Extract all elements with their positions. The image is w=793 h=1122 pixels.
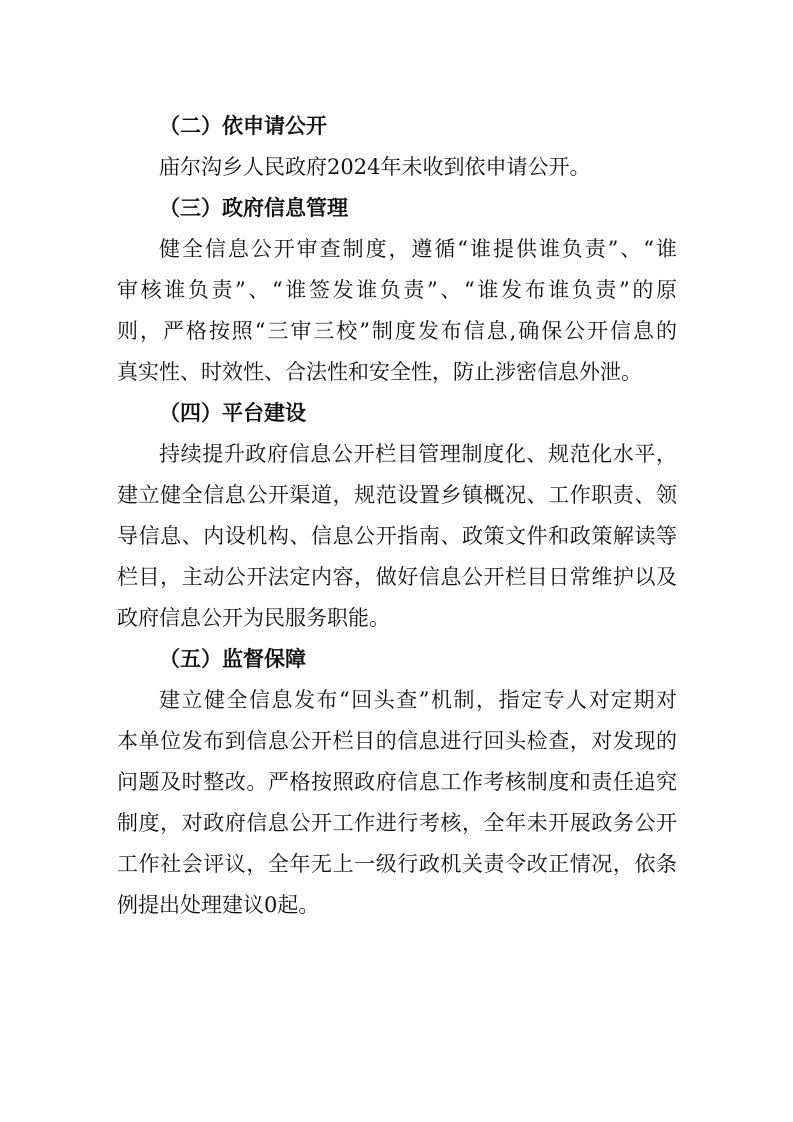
section-heading-info-management: （三）政府信息管理 xyxy=(159,196,348,220)
section-heading-supervision: （五）监督保障 xyxy=(159,647,306,671)
paragraph-line: 则，严格按照“三审三校”制度发布信息,确保公开信息的 xyxy=(117,319,677,343)
paragraph-line: 制度，对政府信息公开工作进行考核，全年未开展政务公开 xyxy=(117,811,677,835)
paragraph-line: 例提出处理建议0起。 xyxy=(117,893,320,917)
paragraph-line: 政府信息公开为民服务职能。 xyxy=(117,606,390,630)
paragraph-line: 建立健全信息公开渠道，规范设置乡镇概况、工作职责、领 xyxy=(117,483,677,507)
paragraph-line: 导信息、内设机构、信息公开指南、政策文件和政策解读等 xyxy=(117,524,677,548)
paragraph-line: 建立健全信息发布“回头查”机制，指定专人对定期对 xyxy=(159,688,677,712)
section-heading-platform-construction: （四）平台建设 xyxy=(159,401,306,425)
paragraph-line: 栏目，主动公开法定内容，做好信息公开栏目日常维护以及 xyxy=(117,565,677,589)
paragraph-line: 真实性、时效性、合法性和安全性，防止涉密信息外泄。 xyxy=(117,360,642,384)
paragraph-line: 审核谁负责”、“谁签发谁负责”、“谁发布谁负责”的原 xyxy=(117,278,677,302)
paragraph-line: 问题及时整改。严格按照政府信息工作考核制度和责任追究 xyxy=(117,770,677,794)
document-page xyxy=(117,106,677,926)
paragraph-line: 工作社会评议，全年无上一级行政机关责令改正情况，依条 xyxy=(117,852,677,876)
paragraph-line: 本单位发布到信息公开栏目的信息进行回头检查，对发现的 xyxy=(117,729,677,753)
paragraph-line: 持续提升政府信息公开栏目管理制度化、规范化水平， xyxy=(159,442,677,466)
paragraph-line: 庙尔沟乡人民政府2024年未收到依申请公开。 xyxy=(159,155,591,179)
section-heading-apply-disclosure: （二）依申请公开 xyxy=(159,114,327,138)
paragraph-line: 健全信息公开审查制度，遵循“谁提供谁负责”、“谁 xyxy=(159,237,677,261)
